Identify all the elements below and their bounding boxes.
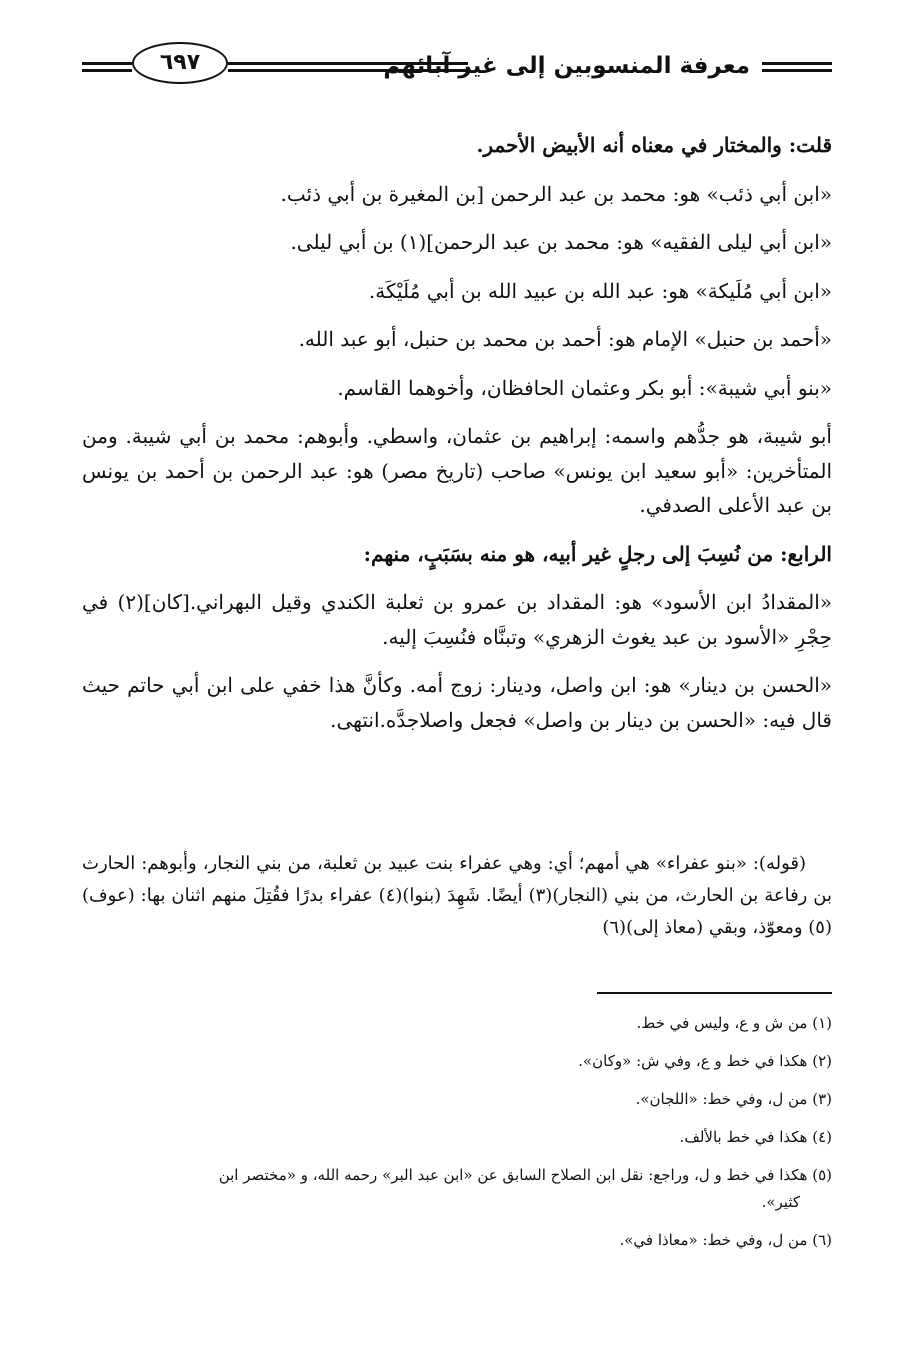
paragraph: «ابن أبي ليلى الفقيه» هو: محمد بن عبد الرحمن](١) بن أبي ليلى. — [290, 230, 832, 254]
footnote-text: هكذا في خط بالألف. — [679, 1128, 808, 1146]
paragraph: «الحسن بن دينار» هو: ابن واصل، ودينار: زوج أمه. وكأنَّ هذا خفي على ابن أبي حاتم حيث قال فيه: «الحسن بن دينار بن واصل» فجعل واصلاجدَّه.انتهى. — [82, 673, 832, 732]
header-rule-middle — [228, 62, 468, 72]
paragraph: «أحمد بن حنبل» الإمام هو: أحمد بن محمد بن حنبل، أبو عبد الله. — [298, 327, 832, 351]
paragraph: قلت: والمختار في معناه أنه الأبيض الأحمر. — [476, 133, 832, 157]
paragraph: «ابن أبي ذئب» هو: محمد بن عبد الرحمن [بن المغيرة بن أبي ذئب. — [280, 181, 832, 206]
commentary-block — [82, 848, 832, 944]
commentary-paragraph: (قوله): «بنو عفراء» هي أمهم؛ أي: وهي عفراء بنت عبيد بن ثعلبة، من بني النجار، وأبوهم: الحارث بن رفاعة بن الحارث، من بني (النجار)(٣) أيضًا. شَهِدَ (بنوا)(٤) عفراء بدرًا فقُتِلَ منهم اثنان بها: (عوف)(٥) ومعوّذ، وبقي (معاذ إلى)(٦) — [82, 853, 832, 938]
footnote — [82, 1124, 832, 1151]
main-text — [82, 128, 832, 751]
footnote-text: هكذا في خط و ل، وراجع: نقل ابن الصلاح السابق عن «ابن عبد البر» رحمه الله، و «مختصر ابن — [218, 1166, 808, 1184]
paragraph: الرابع: من نُسِبَ إلى رجلٍ غير أبيه، هو منه بسَبَبٍ، منهم: — [363, 541, 832, 566]
page-number: ٦٩٧ — [132, 42, 228, 84]
footnote-number: (٥) — [812, 1166, 832, 1184]
footnote-separator — [597, 992, 832, 994]
paragraph: أبو شيبة، هو جدُّهم واسمه: إبراهيم بن عثمان، واسطي. وأبوهم: محمد بن أبي شيبة. ومن المتأخرين: «أبو سعيد ابن يونس» صاحب (تاريخ مصر) هو: عبد الرحمن بن أحمد بن يونس بن عبد الأعلى الصدفي. — [82, 424, 832, 517]
footnote — [82, 1162, 832, 1216]
header-rule-right — [762, 62, 832, 72]
footnotes — [82, 1010, 832, 1265]
paragraph: «المقدادُ ابن الأسود» هو: المقداد بن عمرو بن ثعلبة الكندي وقيل البهراني.[كان](٢) في حِجْرِ «الأسود بن عبد يغوث الزهري» وتبنَّاه فنُسِبَ إليه. — [82, 590, 833, 649]
header-rule-left — [82, 62, 132, 72]
paragraph: «ابن أبي مُلَيكة» هو: عبد الله بن عبيد الله بن أبي مُلَيْكَة. — [368, 278, 832, 303]
footnote-text-continued: كثير». — [761, 1193, 800, 1211]
footnote-text: من ل، وفي خط: «معاذا في». — [619, 1231, 808, 1249]
footnote-text: هكذا في خط و ع، وفي ش: «وكان». — [578, 1052, 808, 1070]
running-title: معرفة المنسوبين إلى غير آبائهم — [383, 53, 750, 79]
footnote — [82, 1086, 832, 1113]
footnote-text: من ش و ع، وليس في خط. — [636, 1014, 808, 1032]
footnote-number: (٢) — [812, 1052, 832, 1070]
footnote-number: (٣) — [812, 1090, 832, 1108]
footnote-text: من ل، وفي خط: «اللجان». — [635, 1090, 808, 1108]
footnote — [82, 1227, 832, 1254]
footnote-number: (٦) — [812, 1231, 832, 1249]
footnote — [82, 1010, 832, 1037]
footnote-number: (٤) — [812, 1128, 832, 1146]
paragraph: «بنو أبي شيبة»: أبو بكر وعثمان الحافظان، وأخوهما القاسم. — [337, 375, 832, 400]
footnote-number: (١) — [812, 1014, 832, 1032]
footnote — [82, 1048, 832, 1075]
